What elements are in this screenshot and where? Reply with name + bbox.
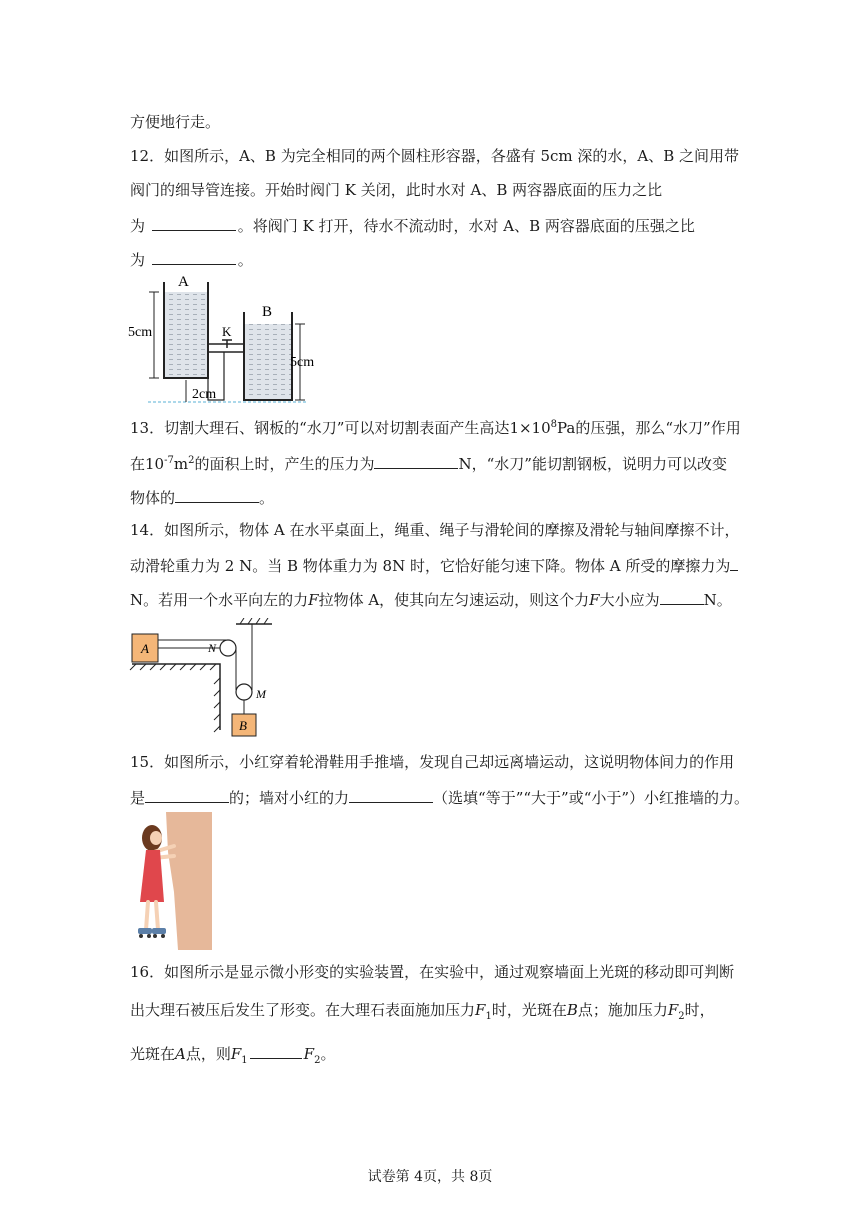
q13-line3-text-b: 。 xyxy=(259,489,275,507)
q12-line3 xyxy=(130,214,695,236)
q13-area-base: 10 xyxy=(145,455,165,473)
q15-line2 xyxy=(130,786,749,808)
q13-pressure-unit: Pa xyxy=(557,419,576,437)
q13-area-unit: m xyxy=(173,455,189,473)
q16-compare-f2: F xyxy=(303,1045,315,1063)
q13-line2 xyxy=(130,452,727,474)
q14-line3-text-c: 大小应为 xyxy=(599,591,660,609)
q13-pressure-exponent: 8 xyxy=(550,419,558,430)
q13-pressure-coefficient: 1×10 xyxy=(509,419,551,437)
container-b-water xyxy=(244,324,292,400)
q15-answer-blank-1[interactable] xyxy=(145,786,229,803)
q16-line3-text-c: 。 xyxy=(320,1045,336,1063)
wall xyxy=(166,812,212,950)
skate-wheel xyxy=(161,934,165,938)
page-footer: 试卷第 4页，共 8页 xyxy=(367,1169,493,1185)
q12-line2: 阀门的细导管连接。开始时阀门 K 关闭，此时水对 A、B 两容器底面的压力之比 xyxy=(130,181,663,199)
q16-point-a: A xyxy=(175,1045,186,1063)
q16-line1: 16．如图所示是显示微小形变的实验装置，在实验中，通过观察墙面上光斑的移动即可判断 xyxy=(130,963,735,981)
q16-force-f2-sub: 2 xyxy=(678,1011,685,1022)
connecting-tube xyxy=(208,344,244,352)
table-edge xyxy=(132,664,220,730)
skate-wheel xyxy=(139,934,143,938)
label-b: B xyxy=(262,304,273,320)
block-b-label: B xyxy=(239,718,247,733)
q12-answer-blank-1[interactable] xyxy=(152,214,236,231)
q13-answer-blank-2[interactable] xyxy=(175,486,259,503)
q14-line2 xyxy=(130,554,738,576)
pulley-m-label: M xyxy=(256,687,266,701)
skate-wheel xyxy=(147,934,151,938)
label-k: K xyxy=(222,324,232,339)
q15-answer-blank-2[interactable] xyxy=(349,786,433,803)
dim-right-label: 5cm xyxy=(290,355,315,370)
q12-line3-text-b: 。将阀门 K 打开，待水不流动时，水对 A、B 两容器底面的压强之比 xyxy=(237,217,695,235)
label-a: A xyxy=(178,274,189,290)
q13-line1-text-a: 13．切割大理石、钢板的“水刀”可以对切割表面产生高达 xyxy=(130,419,510,437)
q12-line4-text-a: 为 xyxy=(130,251,146,269)
q13-area-exponent: -7 xyxy=(164,455,174,466)
dim-bottom-label: 2cm xyxy=(192,387,217,402)
q12-line4 xyxy=(130,248,253,270)
q15-line2-text-c: （选填“等于”“大于”或“小于”）小红推墙的力。 xyxy=(433,789,750,807)
q16-answer-blank[interactable] xyxy=(250,1042,302,1059)
q13-line1 xyxy=(130,418,741,438)
q14-pulley-figure xyxy=(128,618,278,740)
skate-wheel xyxy=(153,934,157,938)
q16-compare-f1: F xyxy=(230,1045,242,1063)
q14-line3-text-a: N。若用一个水平向左的力 xyxy=(130,591,309,609)
ceiling-hatch xyxy=(240,618,268,624)
carry-over-line: 方便地行走。 xyxy=(130,113,221,131)
q13-line2-text-b: 的面积上时，产生的压力为 xyxy=(194,455,375,473)
q16-compare-f2-sub: 2 xyxy=(314,1055,321,1066)
q16-line3-text-b: 点，则 xyxy=(185,1045,231,1063)
movable-pulley-m xyxy=(236,684,252,700)
q12-container-figure xyxy=(128,272,338,408)
q12-line3-text-a: 为 xyxy=(130,217,146,235)
q14-answer-blank-1[interactable] xyxy=(730,554,738,571)
girl-legs xyxy=(146,902,158,930)
right-skate xyxy=(152,928,166,934)
q14-answer-blank-2[interactable] xyxy=(660,588,704,605)
q14-line1: 14．如图所示，物体 A 在水平桌面上，绳重、绳子与滑轮间的摩擦及滑轮与轴间摩擦不计， xyxy=(130,521,740,539)
q14-line3-text-b: 拉物体 A，使其向左匀速运动，则这个力 xyxy=(318,591,590,609)
q12-line4-text-b: 。 xyxy=(237,251,253,269)
q16-line2-text-b: 时，光斑在 xyxy=(491,1001,567,1019)
q13-line3-text-a: 物体的 xyxy=(130,489,176,507)
left-skate xyxy=(138,928,152,934)
q14-force-symbol-2: F xyxy=(589,591,600,609)
dim-left-label: 5cm xyxy=(128,325,153,340)
q12-answer-blank-2[interactable] xyxy=(152,248,236,265)
table-hatch xyxy=(130,664,220,732)
q16-force-f2: F xyxy=(667,1001,679,1019)
q16-line2-text-a: 出大理石被压后发生了形变。在大理石表面施加压力 xyxy=(130,1001,476,1019)
girl-dress xyxy=(140,850,164,902)
pulley-n-label: N xyxy=(208,641,217,655)
q16-line2-text-c: 点；施加压力 xyxy=(577,1001,668,1019)
q16-line3 xyxy=(130,1042,335,1064)
container-a-water xyxy=(164,292,208,378)
q16-force-f1-sub: 1 xyxy=(485,1011,492,1022)
q16-point-b: B xyxy=(566,1001,578,1019)
q13-line3 xyxy=(130,486,274,508)
q16-line2 xyxy=(130,1000,715,1020)
q15-girl-pushing-wall-figure xyxy=(130,812,214,950)
q13-line2-text-a: 在 xyxy=(130,455,146,473)
q13-answer-blank-1[interactable] xyxy=(374,452,458,469)
q16-compare-f1-sub: 1 xyxy=(241,1055,248,1066)
q16-line2-text-d: 时， xyxy=(684,1001,715,1019)
q16-line3-text-a: 光斑在 xyxy=(130,1045,176,1063)
q16-force-f1: F xyxy=(475,1001,486,1019)
q14-line2-text-a: 动滑轮重力为 2 N。当 B 物体重力为 8N 时，它恰好能匀速下降。物体 A 所受的摩擦力为 xyxy=(130,557,731,575)
q12-line1: 12．如图所示，A、B 为完全相同的两个圆柱形容器，各盛有 5cm 深的水，A、B 之间用带 xyxy=(130,147,740,165)
q14-line3 xyxy=(130,588,732,610)
block-a-label: A xyxy=(141,641,149,656)
girl-face xyxy=(150,831,162,845)
q15-line2-text-a: 是 xyxy=(130,789,146,807)
q14-force-symbol-1: F xyxy=(308,591,319,609)
q14-line3-text-d: N。 xyxy=(703,591,732,609)
fixed-pulley-n xyxy=(220,640,236,656)
q13-area-unit-exponent: 2 xyxy=(188,455,195,466)
q15-line1: 15．如图所示，小红穿着轮滑鞋用手推墙，发现自己却远离墙运动，这说明物体间力的作用 xyxy=(130,753,735,771)
q13-line1-text-b: 的压强，那么“水刀”作用 xyxy=(575,419,741,437)
q15-line2-text-b: 的；墙对小红的力 xyxy=(229,789,350,807)
q13-line2-text-c: N，“水刀”能切割钢板，说明力可以改变 xyxy=(458,455,727,473)
